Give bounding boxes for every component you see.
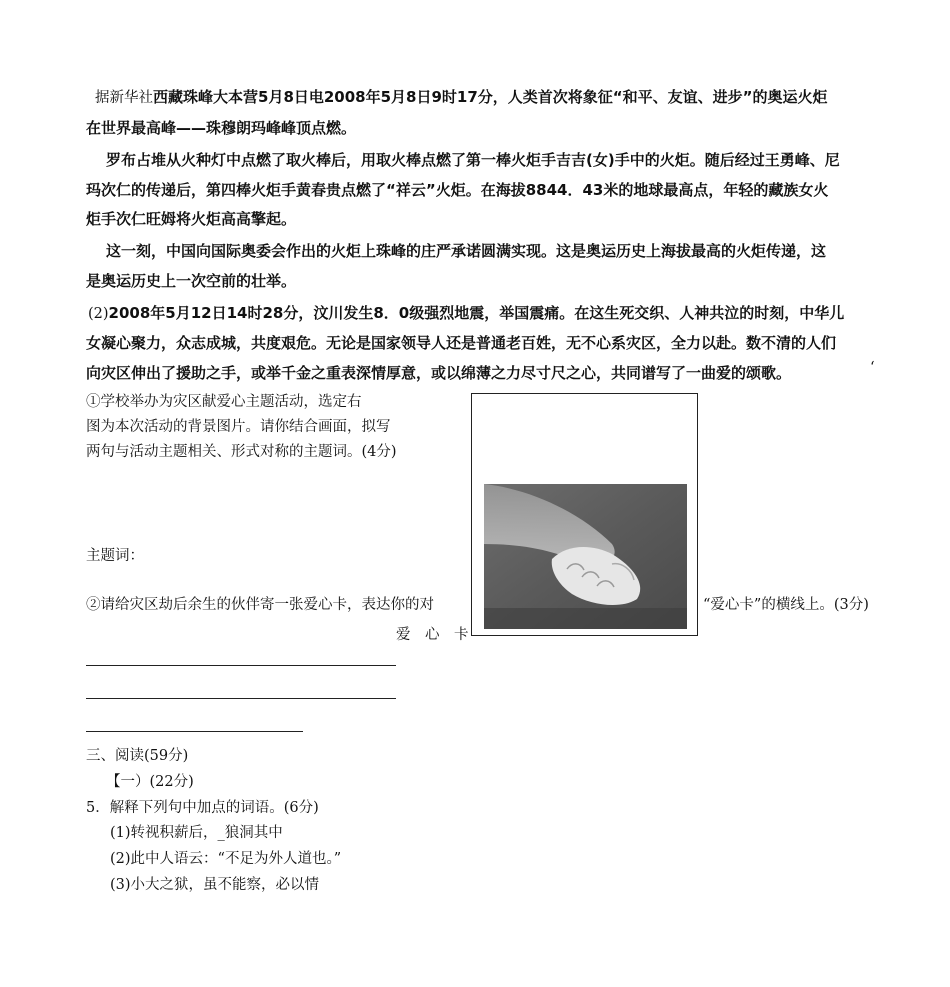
q2-text-right: “爱心卡”的横线上。(3分): [703, 597, 869, 613]
news-p2-line1: 罗布占堆从火种灯中点燃了取火棒后，用取火棒点燃了第一棒火炬手吉吉(女)手中的火炬。随后经过王勇峰、尼: [106, 151, 840, 169]
question-5-item-1: (1)转视积薪后，_狼洞其中: [110, 825, 283, 841]
news-p4-line1: [88, 302, 844, 323]
news-p2-line2: 玛次仁的传递后，第四棒火炬手黄春贵点燃了“祥云”火炬。在海拔8844．43米的地球最高点，年轻的藏族女火: [86, 181, 829, 199]
news-p2-line3: 炬手次仁旺姆将火炬高高擎起。: [86, 210, 297, 228]
q1-line2: 图为本次活动的背景图片。请你结合画面，拟写: [86, 419, 391, 435]
card-label: 爱 心 卡: [396, 627, 469, 643]
question-5-item-2: (2)此中人语云：“不足为外人道也。”: [110, 851, 342, 867]
news-p4-text: 2008年5月12日14时28分，汶川发生8．0级强烈地震，举国震痛。在这生死交织、人神共泣的时刻，中华儿: [108, 304, 845, 322]
theme-label: 主题词：: [86, 548, 144, 564]
hands-photo-icon: [471, 393, 698, 636]
answer-line-3[interactable]: [86, 731, 303, 732]
news-p4-mark: ‘: [870, 360, 875, 376]
news-p1-line2: 在世界最高峰——珠穆朗玛峰峰顶点燃。: [86, 119, 357, 137]
news-p4-number: (2): [88, 306, 109, 322]
question-5: 5．解释下列句中加点的词语。(6分): [86, 800, 319, 816]
news-text: 西藏珠峰大本营5月8日电2008年5月8日9时17分，人类首次将象征“和平、友谊、进步”的奥运火炬: [153, 88, 828, 106]
q1-line1: ①学校举办为灾区献爱心主题活动，选定右: [86, 394, 362, 410]
q2-text-left: ②请给灾区劫后余生的伙伴寄一张爱心卡，表达你的对: [86, 597, 434, 613]
answer-line-1[interactable]: [86, 665, 396, 666]
hands-photo-svg: [472, 394, 697, 635]
question-5-item-3: (3)小大之狱，虽不能察，必以情: [110, 877, 320, 893]
news-p1-line1: [95, 86, 828, 107]
news-p4-line2: 女凝心聚力，众志成城，共度艰危。无论是国家领导人还是普通老百姓，无不心系灾区，全力以赴。数不清的人们: [86, 334, 837, 352]
section-heading: 三、阅读(59分): [86, 748, 189, 764]
section-part: 【一）(22分): [106, 774, 194, 790]
news-p3-line1: 这一刻，中国向国际奥委会作出的火炬上珠峰的庄严承诺圆满实现。这是奥运历史上海拔最高的火炬传递，这: [106, 242, 827, 260]
news-p4-line3: 向灾区伸出了援助之手，或举千金之重表深情厚意，或以绵薄之力尽寸尺之心，共同谱写了一曲爱的颂歌。: [86, 364, 792, 382]
q1-line3: 两句与活动主题相关、形式对称的主题词。(4分): [86, 444, 397, 460]
news-source: 据新华社: [95, 90, 153, 106]
answer-line-2[interactable]: [86, 698, 396, 699]
news-p3-line2: 是奥运历史上一次空前的壮举。: [86, 272, 297, 290]
